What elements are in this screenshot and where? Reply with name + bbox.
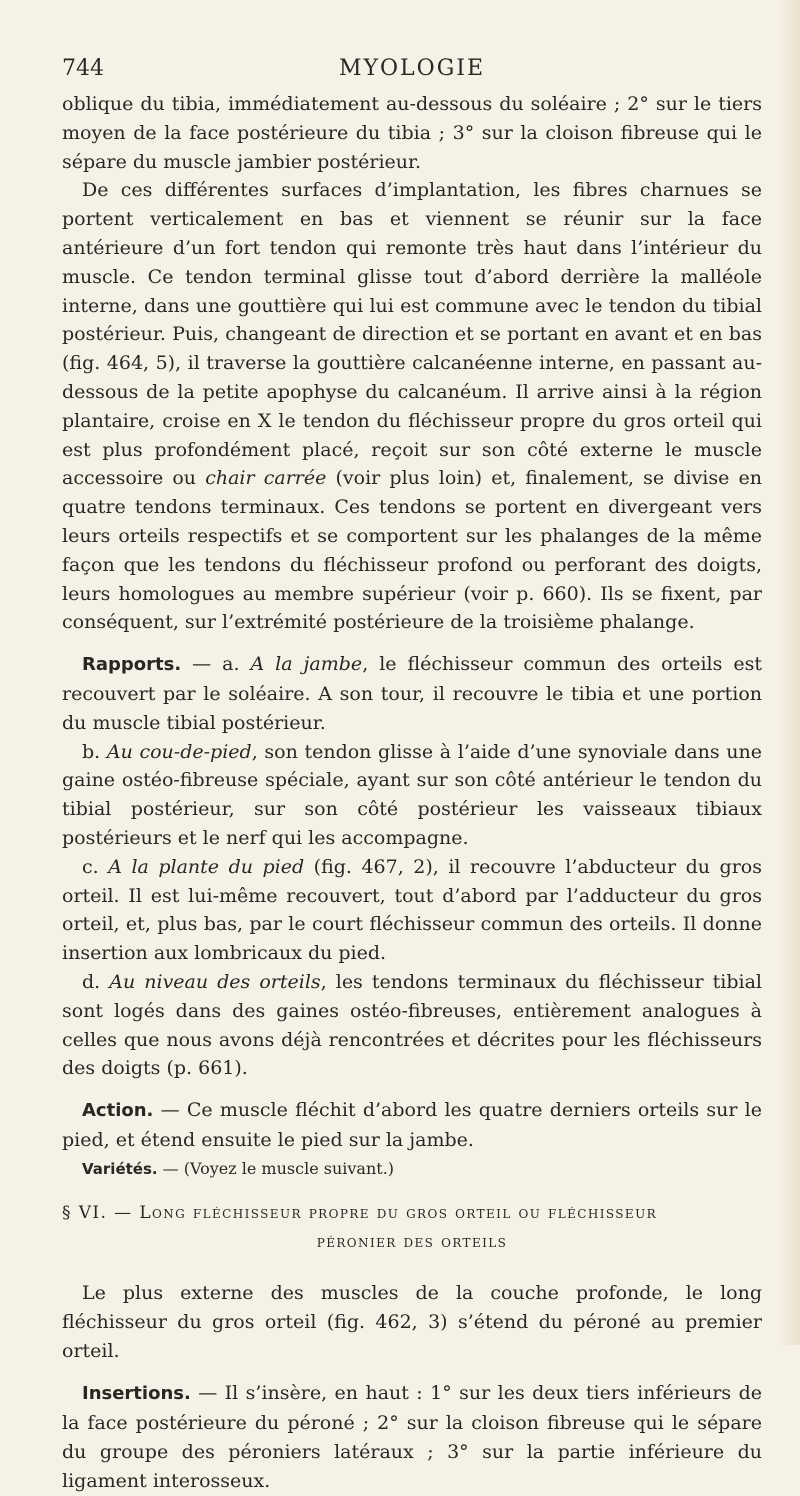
paragraph-text: De ces différentes surfaces d’implantation, les fibres charnues se portent verticalement en bas et viennent se réunir sur la face antérieure d’un fort tendon qui remonte très haut dans l’intérieur du muscle. Ce tendon terminal glisse tout d’abord derrière la malléole interne, dans une gouttière qui lui est commune avec le tendon du tibial postérieur. Puis, changeant de direction et se portant en avant et en bas (fig. 464, 5), il traverse la gouttière calcanéenne interne, en passant au-dessous de la petite apophyse du calcanéum. Il arrive ainsi à la région plantaire, croise en X le tendon du fléchisseur propre du gros orteil qui est plus profondément placé, reçoit sur son côté externe le muscle accessoire ou <box>62 179 762 490</box>
italic-term: A la plante du pied <box>108 855 305 878</box>
paragraph-text: — a. <box>181 653 251 676</box>
insertions-heading: Insertions. <box>82 1383 191 1405</box>
paragraph-text: oblique du tibia, immédiatement au-dessous du soléaire ; 2° sur le tiers moyen de la face postérieure du tibia ; 3° sur la cloison fibreuse qui le sépare du muscle jambier postérieur. <box>62 93 762 173</box>
running-title: MYOLOGIE <box>338 56 486 81</box>
body-text <box>62 90 762 1496</box>
rapports-heading: Rapports. <box>82 654 182 676</box>
italic-term: Au cou-de-pied <box>106 740 252 763</box>
paragraph-text: , le fléchisseur commun des orteils est recouvert par le soléaire. A son tour, il recouvre le tibia et une portion du muscle tibial postérieur. <box>62 653 762 734</box>
page-number: 744 <box>62 56 104 81</box>
paragraph-rapports-b <box>62 738 762 853</box>
italic-term: chair carrée <box>205 467 327 490</box>
page-edge-shadow <box>778 0 800 1345</box>
section-heading-line2 <box>62 1228 762 1257</box>
paragraph-action <box>62 1096 762 1155</box>
paragraph-text: d. <box>82 970 110 993</box>
paragraph-fibers-tendon <box>62 176 762 637</box>
section-number: § VI. — <box>62 1203 140 1224</box>
paragraph-text: , son tendon glisse à l’aide d’une synoviale dans une gaine ostéo-fibreuse spéciale, ayant sur son côté antérieur le tendon du tibial postérieur, sur son côté postérieur les vaisseaux tibiaux postérieurs et le nerf qui les accompagne. <box>62 740 762 849</box>
paragraph-text: b. <box>82 740 107 763</box>
paragraph-section-intro <box>62 1279 762 1365</box>
varietes-heading: Variétés. <box>82 1159 158 1178</box>
page-header <box>62 56 762 86</box>
action-heading: Action. <box>82 1100 154 1122</box>
paragraph-text: (voir plus loin) et, finalement, se divise en quatre tendons terminaux. Ces tendons se portent en divergeant vers leurs orteils respectifs et se comportent sur les phalanges de la même façon que les tendons du fléchisseur profond ou perforant des doigts, leurs homologues au membre supérieur (voir p. 660). Ils se fixent, par conséquent, sur l’extrémité postérieure de la troisième phalange. <box>62 467 763 634</box>
paragraph-rapports-a <box>62 650 762 737</box>
section-title-line1: Long fléchisseur propre du gros orteil ou fléchisseur <box>139 1203 658 1224</box>
paragraph-rapports-d <box>62 968 762 1083</box>
paragraph-insertions <box>62 1379 762 1495</box>
italic-term: Au niveau des orteils <box>109 970 321 993</box>
paragraph-text: (fig. 467, 2), il recouvre l’abducteur du gros orteil. Il est lui-même recouvert, tout d’abord par l’adducteur du gros orteil, et, plus bas, par le court fléchisseur commun des orteils. Il donne insertion aux lombricaux du pied. <box>62 855 762 965</box>
paragraph-rapports-c <box>62 853 762 968</box>
section-title-line2: péronier des orteils <box>316 1232 508 1253</box>
paragraph-text: Le plus externe des muscles de la couche profonde, le long fléchisseur du gros orteil (fig. 462, 3) s’étend du péroné au premier orteil. <box>62 1282 762 1362</box>
paragraph-continuation <box>62 90 762 176</box>
paragraph-text: — Ce muscle fléchit d’abord les quatre derniers orteils sur le pied, et étend ensuite le pied sur la jambe. <box>62 1099 762 1151</box>
paragraph-varietes <box>62 1155 762 1184</box>
paragraph-text: — (Voyez le muscle suivant.) <box>157 1158 395 1178</box>
paragraph-text: — Il s’insère, en haut : 1° sur les deux tiers inférieurs de la face postérieure du péroné ; 2° sur la cloison fibreuse qui le sépare du groupe des péroniers latéraux ; 3° sur la partie inférieure du ligament interosseux. <box>62 1382 762 1492</box>
paragraph-text: , les tendons terminaux du fléchisseur tibial sont logés dans des gaines ostéo-fibreuses, entièrement analogues à celles que nous avons déjà rencontrées et décrites pour les fléchisseurs des doigts (p. 661). <box>62 970 762 1080</box>
paragraph-text: c. <box>82 855 109 878</box>
section-heading <box>62 1199 762 1228</box>
italic-term: A la jambe <box>250 653 363 676</box>
